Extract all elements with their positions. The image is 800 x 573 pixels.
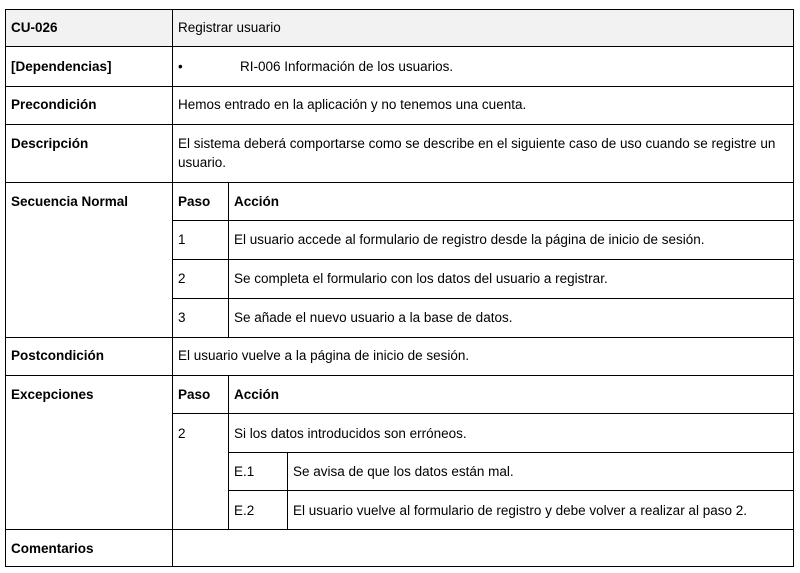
step-divider — [172, 298, 794, 299]
step-divider — [228, 490, 794, 491]
exception-step-number: 2 — [178, 426, 186, 441]
step-divider — [228, 452, 794, 453]
exception-action: Si los datos introducidos son erróneos. — [234, 426, 467, 441]
table-border — [5, 9, 794, 567]
row-divider — [5, 182, 794, 183]
descripcion-value: El sistema deberá comportarse como se describe en el siguiente caso de uso cuando se registre un usuario. — [178, 136, 776, 170]
row-divider — [5, 337, 794, 338]
row-divider — [5, 86, 794, 87]
precondicion-label: Precondición — [11, 97, 97, 112]
dependencias-value: RI-006 Información de los usuarios. — [240, 59, 454, 74]
step-number: 1 — [178, 232, 186, 247]
row-divider — [5, 375, 794, 376]
excepciones-accion-header: Acción — [234, 387, 280, 402]
dependencias-label: [Dependencias] — [11, 59, 112, 74]
exception-sub-text: Se avisa de que los datos están mal. — [293, 464, 514, 479]
row-divider — [5, 46, 794, 47]
step-number: 2 — [178, 271, 186, 286]
descripcion-label: Descripción — [11, 136, 89, 151]
step-divider — [172, 413, 794, 414]
step-action: Se completa el formulario con los datos del usuario a registrar. — [234, 271, 608, 286]
postcondicion-label: Postcondición — [11, 348, 105, 363]
exception-sub-code: E.2 — [234, 503, 255, 518]
step-divider — [172, 220, 794, 221]
secuencia-accion-header: Acción — [234, 194, 280, 209]
use-case-title: Registrar usuario — [178, 20, 281, 35]
row-divider — [5, 124, 794, 125]
step-divider — [172, 259, 794, 260]
secuencia-paso-header: Paso — [178, 194, 211, 209]
step-number: 3 — [178, 310, 186, 325]
exception-sub-code: E.1 — [234, 464, 255, 479]
row-divider — [5, 529, 794, 530]
label-column-divider — [172, 9, 173, 567]
bullet: • — [178, 59, 183, 74]
postcondicion-value: El usuario vuelve a la página de inicio de sesión. — [178, 348, 470, 363]
comentarios-label: Comentarios — [11, 541, 94, 556]
step-action: El usuario accede al formulario de registro desde la página de inicio de sesión. — [234, 232, 705, 247]
excepciones-paso-header: Paso — [178, 387, 211, 402]
step-action: Se añade el nuevo usuario a la base de datos. — [234, 310, 513, 325]
use-case-id: CU-026 — [11, 20, 58, 35]
excepciones-label: Excepciones — [11, 387, 94, 402]
exception-sub-text: El usuario vuelve al formulario de registro y debe volver a realizar al paso 2. — [293, 503, 747, 518]
precondicion-value: Hemos entrado en la aplicación y no tenemos una cuenta. — [178, 97, 527, 112]
secuencia-label: Secuencia Normal — [11, 194, 129, 209]
